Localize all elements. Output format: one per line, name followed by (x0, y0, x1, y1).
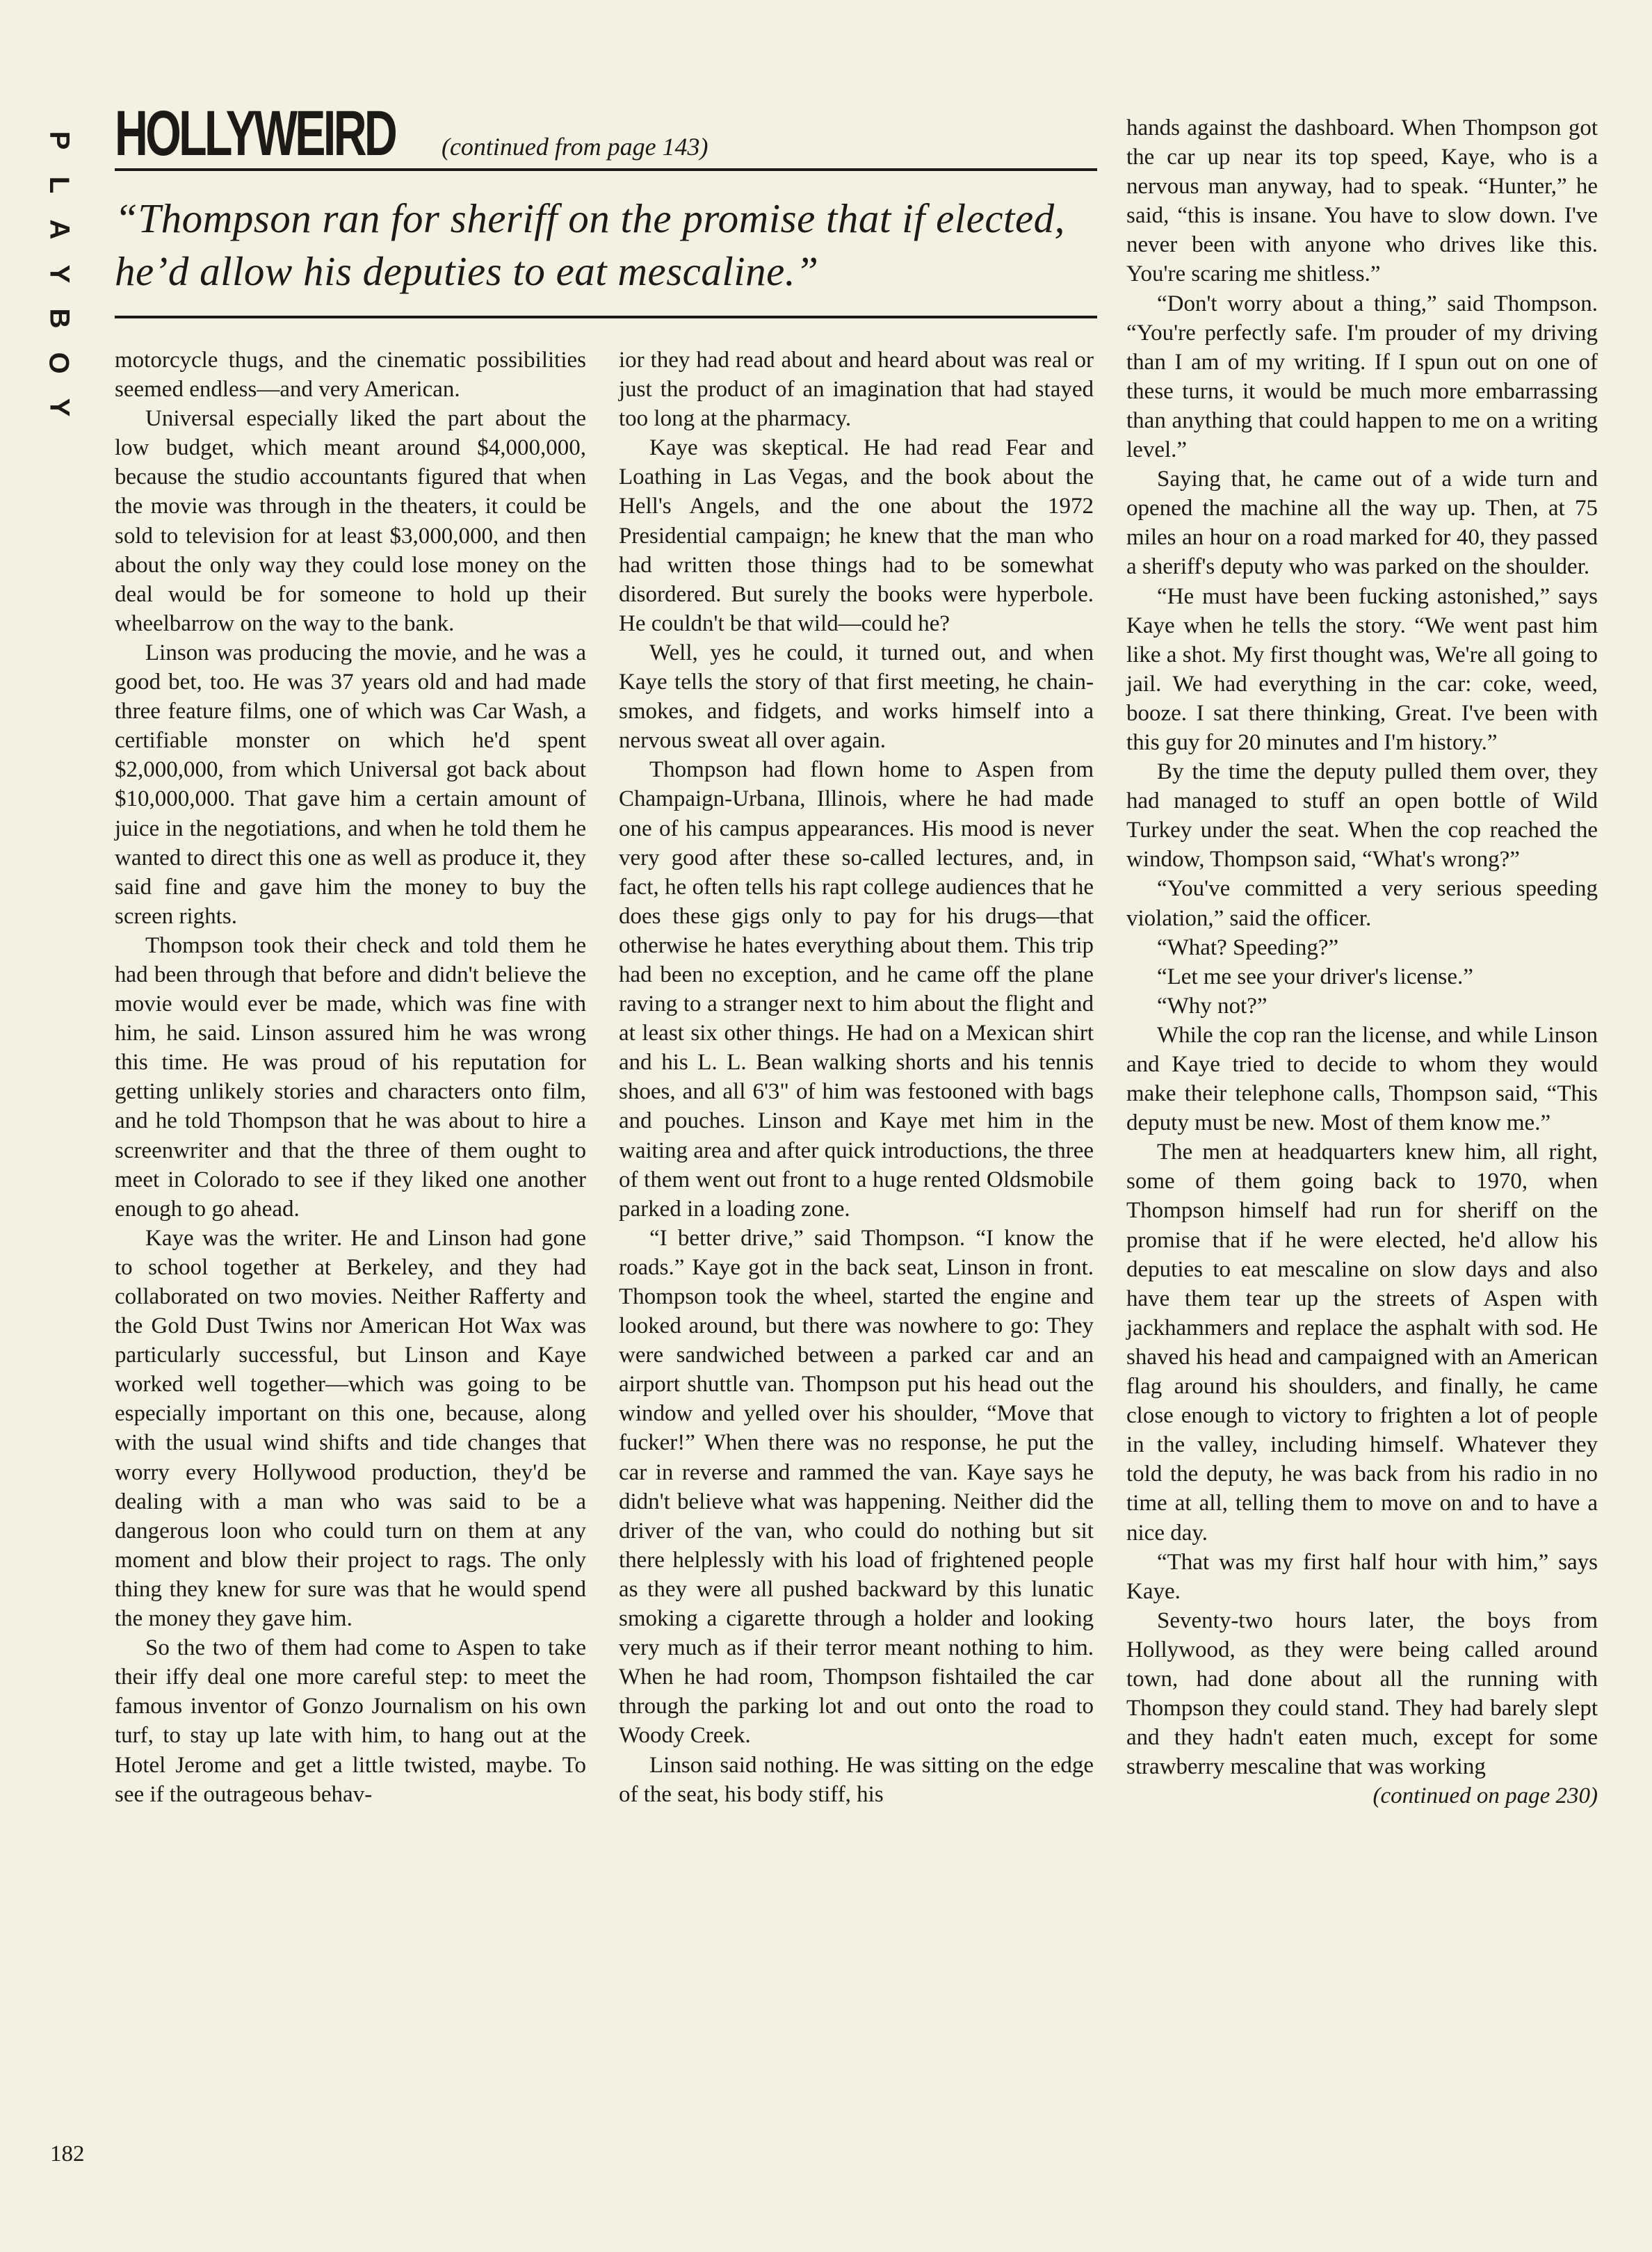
paragraph: Thompson took their check and told them he had been through that before and didn't believe the movie would ever be made, which was fine with him, he said. Linson assured him he was wrong this time. He was proud of his reputation for getting unlikely stories and characters onto film, and he told Thompson that he was about to hire a screenwriter and that the three of them ought to meet in Colorado to see if they liked one another enough to go ahead. (115, 932, 586, 1222)
paragraph: The men at headquarters knew him, all right, some of them going back to 1970, when Thompson himself had run for sheriff on the promise that if he were elected, he'd allow his deputies to eat mescaline on slow days and also have them tear up the streets of Aspen with jackhammers and replace the asphalt with sod. He shaved his head and campaigned with an American flag around his shoulders, and finally, he came close enough to victory to frighten a lot of people in the valley, including himself. Whatever they told the deputy, he was back from his radio in no time at all, telling them to move on and to have a nice day. (1126, 1140, 1598, 1546)
paragraph: “What? Speeding?” (1157, 934, 1339, 960)
paragraph: Kaye was the writer. He and Linson had gone to school together at Berkeley, and they had collaborated on two movies. Neither Rafferty and the Gold Dust Twins nor American Hot Wax was particularly successful, but Linson and Kaye worked well together—which was going to be especially important on this one, because, along with the usual wind shifts and tide changes that worry every Hollywood production, they'd be dealing with a man who was said to be a dangerous loon who could turn on them at any moment and blow their project to rags. The only thing they knew for sure was that he would spend the money they gave him. (115, 1225, 586, 1632)
text-column-3 (1126, 113, 1598, 1810)
paragraph: “Don't worry about a thing,” said Thompson. “You're perfectly safe. I'm prouder of my driving than I am of my writing. If I spun out on one of these turns, it would be much more embarrassing than anything that could happen to me on a writing level.” (1126, 291, 1598, 463)
masthead-letter: O (44, 352, 74, 374)
header-rule-bottom (115, 316, 1097, 318)
paragraph: Thompson had flown home to Aspen from Champaign-Urbana, Illinois, where he had made one of his campus appearances. His mood is never very good after these so-called lectures, and, in fact, he often tells his rapt college audiences that he does these gigs only to pay for his drugs—that otherwise he hates everything about them. This trip had been no exception, and he came off the plane raving to a stranger next to him about the flight and at least six other things. He had on a Mexican shirt and his L. L. Bean walking shorts and his tennis shoes, and all 6'3" of him was festooned with bags and pouches. Linson and Kaye met him in the waiting area and after quick introductions, the three of them went out front to a huge rented Oldsmobile parked in a loading zone. (619, 757, 1094, 1222)
paragraph: Universal especially liked the part about the low budget, which meant around $4,000,000, because the studio accountants figured that when the movie was through in the theaters, it could be sold to television for at least $3,000,000, and then about the only way they could lose money on the deal would be for someone to hold up their wheelbarrow on the way to the bank. (115, 406, 586, 636)
masthead-letter: A (43, 219, 74, 240)
continued-from: (continued from page 143) (441, 133, 708, 161)
page-number: 182 (50, 2141, 85, 2166)
text-column-1 (115, 346, 586, 1809)
paragraph: “Let me see your driver's license.” (1157, 964, 1473, 989)
paragraph: “I better drive,” said Thompson. “I know the roads.” Kaye got in the back seat, Linson in front. Thompson took the wheel, started the engine and looked around, but there was nowhere to go: They were sandwiched between a parked car and an airport shuttle van. Thompson put his head out the window and yelled over his shoulder, “Move that fucker!” When there was no response, he put the car in reverse and rammed the van. Kaye says he didn't believe what was happening. Neither did the driver of the van, who could do nothing but sit there helplessly with his load of frightened people as they were all pushed backward by this lunatic smoking a cigarette through a holder and looking very much as if their terror meant nothing to him. When he had room, Thompson fishtailed the car through the parking lot and out onto the road to Woody Creek. (619, 1225, 1094, 1749)
masthead-letter: L (44, 176, 74, 194)
pull-quote: “Thompson ran for sheriff on the promise that if elected, he’d allow his deputies to eat mescaline.” (115, 195, 1065, 294)
paragraph: ior they had read about and heard about was real or just the product of an imagination that had stayed too long at the pharmacy. (619, 348, 1094, 432)
paragraph: “He must have been fucking astonished,” says Kaye when he tells the story. “We went past him like a shot. My first thought was, We're all going to jail. We had everything in the car: coke, weed, booze. I sat there thinking, Great. I've been with this guy for 20 minutes and I'm history.” (1126, 583, 1598, 755)
masthead-letter: Y (44, 398, 74, 417)
magazine-masthead-vertical (35, 118, 83, 430)
masthead-letter: P (44, 131, 74, 150)
masthead-letter: Y (44, 264, 74, 284)
paragraph: “You've committed a very serious speeding violation,” said the officer. (1126, 876, 1598, 931)
paragraph: While the cop ran the license, and while Linson and Kaye tried to decide to whom they would make their telephone calls, Thompson said, “This deputy must be new. Most of them know me.” (1126, 1022, 1598, 1136)
paragraph: So the two of them had come to Aspen to take their iffy deal one more careful step: to meet the famous inventor of Gonzo Journalism on his own turf, to stay up late with him, to hang out at the Hotel Jerome and get a little twisted, maybe. To see if the outrageous behav- (115, 1635, 586, 1807)
paragraph: Linson said nothing. He was sitting on the edge of the seat, his body stiff, his (619, 1752, 1094, 1807)
paragraph: Well, yes he could, it turned out, and when Kaye tells the story of that first meeting, he chain-smokes, and fidgets, and works himself into a nervous sweat all over again. (619, 640, 1094, 754)
paragraph: Linson was producing the movie, and he was a good bet, too. He was 37 years old and had made three feature films, one of which was Car Wash, a certifiable monster on which he'd spent $2,000,000, from which Universal got back about $10,000,000. That gave him a certain amount of juice in the negotiations, and when he told them he wanted to direct this one as well as produce it, they said fine and gave him the money to buy the screen rights. (115, 640, 586, 929)
text-column-2 (619, 346, 1094, 1809)
section-title: HOLLYWEIRD (115, 98, 396, 169)
paragraph: By the time the deputy pulled them over, they had managed to stuff an open bottle of Wild Turkey under the seat. When the cop reached the window, Thompson said, “What's wrong?” (1126, 759, 1598, 873)
paragraph: Seventy-two hours later, the boys from Hollywood, as they were being called around town, had done about all the running with Thompson they could stand. They had barely slept and they hadn't eaten much, except for some strawberry mescaline that was working (1126, 1607, 1598, 1780)
paragraph: “That was my first half hour with him,” says Kaye. (1126, 1549, 1598, 1604)
title-row (115, 85, 1097, 168)
paragraph: “Why not?” (1157, 993, 1268, 1019)
paragraph: Kaye was skeptical. He had read Fear and Loathing in Las Vegas, and the book about the Hell's Angels, and the one about the 1972 Presidential campaign; he knew that the man who had written those things had to be somewhat disordered. But surely the books were hyperbole. He couldn't be that wild—could he? (619, 435, 1094, 636)
paragraph: Saying that, he came out of a wide turn and opened the machine all the way up. Then, at 75 miles an hour on a road marked for 40, they passed a sheriff's deputy who was parked on the shoulder. (1126, 467, 1598, 580)
paragraph: hands against the dashboard. When Thompson got the car up near its top speed, Kaye, who is a nervous man anyway, had to speak. “Hunter,” he said, “this is insane. You have to slow down. I've never been with anyone who drives like this. You're scaring me shitless.” (1126, 115, 1598, 287)
continued-on: (continued on page 230) (1372, 1783, 1598, 1809)
article-header (115, 85, 1097, 318)
masthead-letter: B (43, 308, 74, 329)
paragraph: motorcycle thugs, and the cinematic possibilities seemed endless—and very American. (115, 348, 586, 403)
